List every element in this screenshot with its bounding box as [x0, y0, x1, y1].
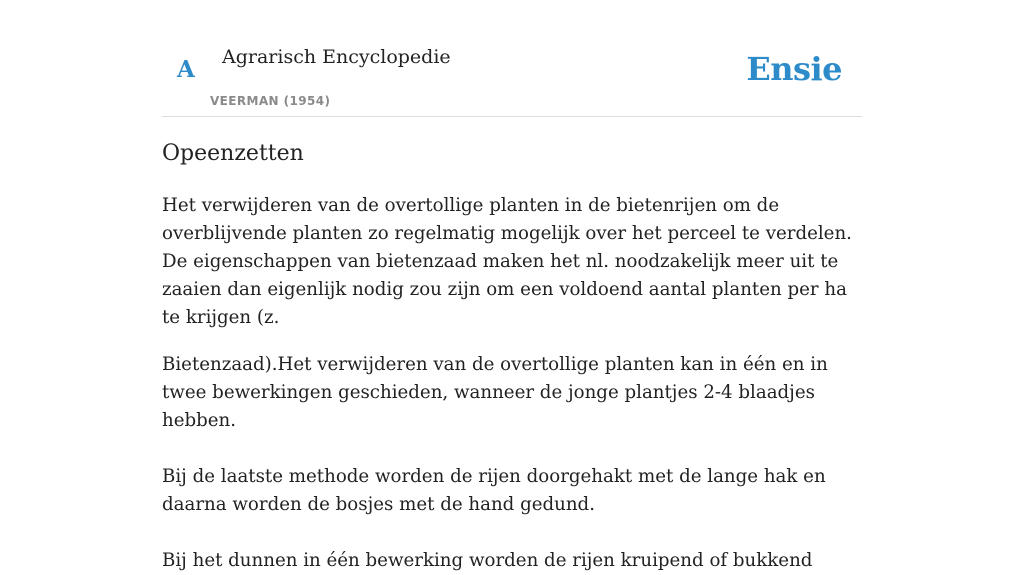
- encyclopedia-author: VEERMAN (1954): [210, 94, 331, 108]
- letter-index-link[interactable]: A: [177, 56, 195, 83]
- encyclopedia-title-link[interactable]: Agrarisch Encyclopedie: [222, 46, 451, 68]
- ensie-logo-link[interactable]: Ensie: [746, 50, 842, 88]
- article-paragraph: Bij het dunnen in één bewerking worden de rijen kruipend of bukkend: [162, 550, 813, 571]
- site-header: [162, 0, 862, 117]
- article: [162, 138, 862, 575]
- article-title: Opeenzetten: [162, 141, 304, 166]
- article-paragraph: Bij de laatste methode worden de rijen doorgehakt met de lange hak en daarna worden de bosjes met de hand gedund.: [162, 466, 826, 515]
- article-paragraph: Het verwijderen van de overtollige planten in de bietenrijen om de overblijvende planten zo regelmatig mogelijk over het perceel te verdelen. De eigenschappen van bietenzaad maken het nl. noodzakelijk meer uit te zaaien dan eigenlijk nodig zou zijn om een voldoend aantal planten per ha te krijgen (z.: [162, 195, 852, 328]
- article-paragraph: Bietenzaad).Het verwijderen van de overtollige planten kan in één en in twee bewerkingen geschieden, wanneer de jonge plantjes 2-4 blaadjes hebben.: [162, 354, 828, 431]
